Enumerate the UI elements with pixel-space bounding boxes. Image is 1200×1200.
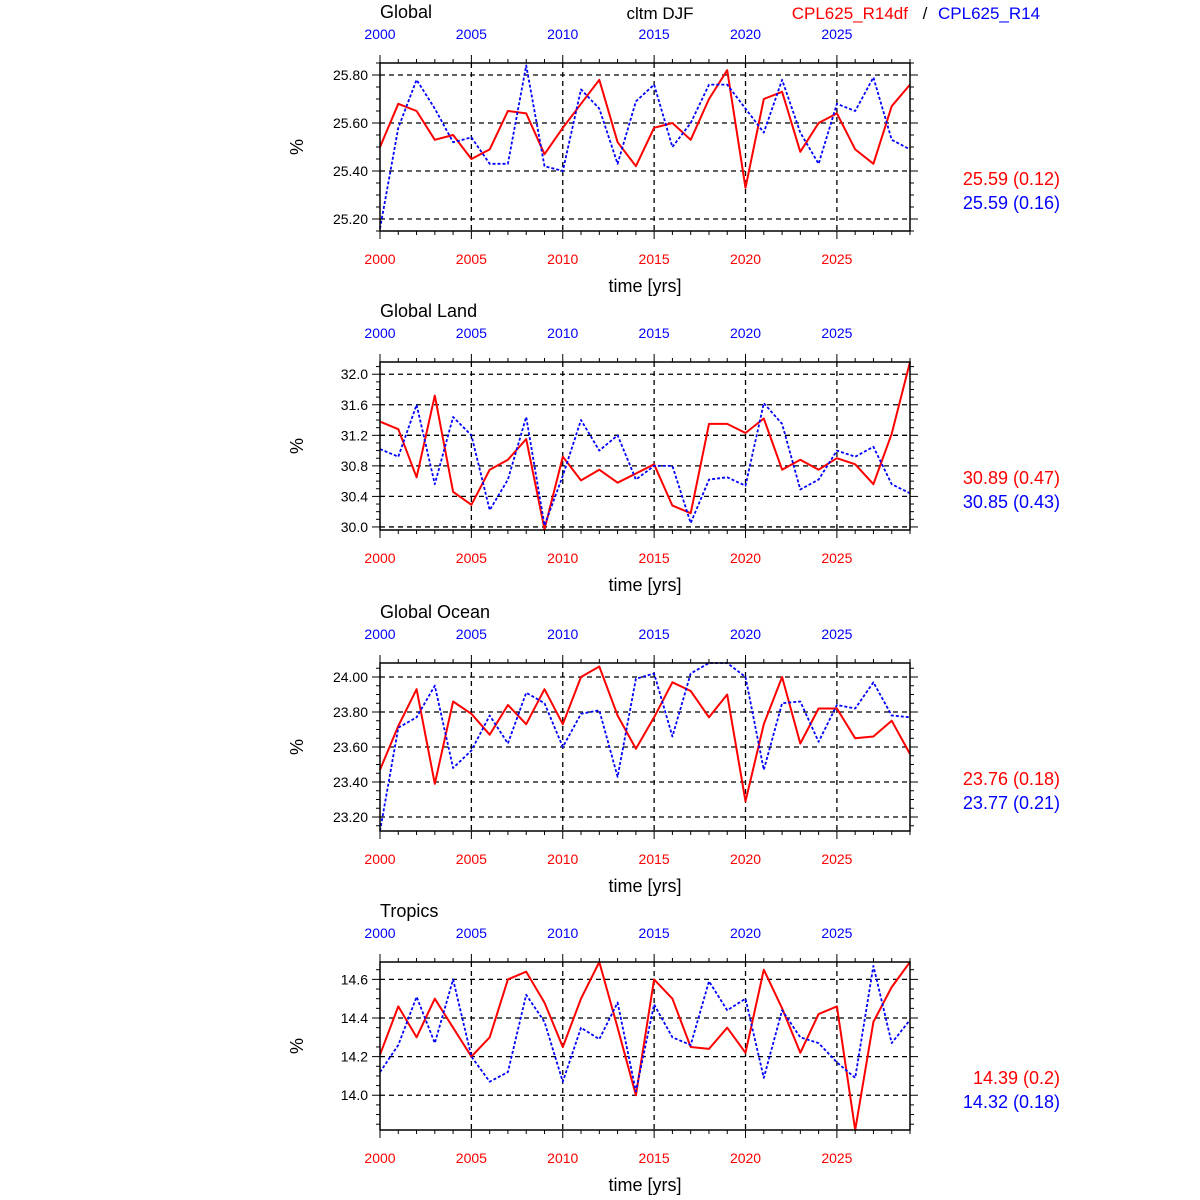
stats-label-red: 25.59 (0.12) bbox=[962, 169, 1060, 189]
y-tick-label: 32.0 bbox=[340, 366, 368, 383]
x-tick-label-bottom: 2010 bbox=[547, 550, 579, 566]
y-tick-label: 14.6 bbox=[340, 971, 368, 988]
x-tick-label-bottom: 2015 bbox=[638, 251, 670, 267]
plot-frame bbox=[380, 362, 910, 530]
stats-label-red: 14.39 (0.2) bbox=[972, 1068, 1060, 1088]
series-line-blue bbox=[380, 966, 910, 1092]
series-line-red bbox=[380, 667, 910, 802]
x-tick-label-top: 2000 bbox=[364, 925, 396, 941]
y-tick-label: 25.60 bbox=[332, 115, 368, 131]
stats-label-blue: 30.85 (0.43) bbox=[962, 492, 1060, 512]
y-tick-label: 23.80 bbox=[332, 704, 368, 720]
stats-label-blue: 23.77 (0.21) bbox=[962, 793, 1060, 813]
x-tick-label-bottom: 2000 bbox=[364, 851, 396, 867]
x-tick-label-bottom: 2000 bbox=[364, 1150, 396, 1166]
y-tick-label: 23.20 bbox=[332, 809, 368, 825]
y-tick-label: 31.6 bbox=[340, 396, 368, 413]
x-tick-label-top: 2005 bbox=[455, 26, 487, 42]
x-tick-label-top: 2010 bbox=[547, 325, 579, 341]
figure-title: cltm DJF bbox=[626, 4, 694, 23]
y-tick-label: 31.2 bbox=[340, 427, 368, 444]
stats-label-blue: 14.32 (0.18) bbox=[962, 1092, 1060, 1112]
y-axis-label: % bbox=[287, 138, 307, 156]
x-tick-label-top: 2020 bbox=[729, 925, 762, 941]
y-tick-label: 14.4 bbox=[340, 1010, 368, 1026]
panels-container bbox=[287, 2, 1060, 1195]
x-tick-label-bottom: 2010 bbox=[547, 251, 579, 267]
y-axis-label: % bbox=[287, 437, 307, 455]
x-tick-label-bottom: 2025 bbox=[821, 1150, 853, 1166]
x-tick-label-top: 2005 bbox=[455, 626, 487, 642]
stats-label-blue: 25.59 (0.16) bbox=[962, 193, 1060, 213]
x-axis-label: time [yrs] bbox=[608, 876, 682, 896]
x-tick-label-bottom: 2025 bbox=[821, 251, 853, 267]
y-tick-label: 25.80 bbox=[332, 67, 368, 83]
y-axis-label: % bbox=[287, 738, 307, 756]
x-tick-label-top: 2025 bbox=[821, 626, 853, 642]
legend-red-label: CPL625_R14df bbox=[791, 4, 908, 23]
x-axis-label: time [yrs] bbox=[608, 1175, 682, 1195]
stats-label-red: 30.89 (0.47) bbox=[962, 468, 1060, 488]
x-tick-label-top: 2020 bbox=[729, 325, 762, 341]
x-axis-label: time [yrs] bbox=[608, 575, 682, 595]
series-line-red bbox=[380, 70, 910, 188]
x-tick-label-bottom: 2020 bbox=[729, 550, 762, 566]
y-tick-label: 23.40 bbox=[332, 774, 368, 790]
y-tick-label: 14.0 bbox=[340, 1087, 368, 1104]
y-tick-label: 30.4 bbox=[340, 488, 368, 505]
x-tick-label-top: 2010 bbox=[547, 26, 579, 42]
series-line-red bbox=[380, 362, 910, 529]
x-tick-label-top: 2015 bbox=[638, 26, 670, 42]
x-tick-label-bottom: 2025 bbox=[821, 851, 853, 867]
x-tick-label-bottom: 2015 bbox=[638, 550, 670, 566]
x-tick-label-top: 2020 bbox=[729, 26, 762, 42]
panel-title: Global Ocean bbox=[380, 602, 491, 622]
x-tick-label-top: 2000 bbox=[364, 26, 396, 42]
y-tick-label: 24.00 bbox=[332, 669, 368, 685]
x-tick-label-bottom: 2000 bbox=[364, 550, 396, 566]
series-line-blue bbox=[380, 403, 910, 525]
x-tick-label-top: 2005 bbox=[455, 325, 487, 341]
panel-title: Global Land bbox=[380, 301, 478, 321]
y-tick-label: 30.0 bbox=[340, 518, 368, 535]
chart-panel bbox=[287, 602, 1060, 896]
x-tick-label-top: 2005 bbox=[455, 925, 487, 941]
x-tick-label-bottom: 2020 bbox=[729, 1150, 762, 1166]
y-axis-label: % bbox=[287, 1037, 307, 1055]
x-tick-label-bottom: 2010 bbox=[547, 851, 579, 867]
x-tick-label-bottom: 2005 bbox=[455, 1150, 487, 1166]
y-tick-label: 25.20 bbox=[332, 211, 368, 227]
x-tick-label-bottom: 2005 bbox=[455, 550, 487, 566]
y-tick-label: 30.8 bbox=[340, 457, 368, 474]
x-tick-label-bottom: 2025 bbox=[821, 550, 853, 566]
y-tick-label: 14.2 bbox=[340, 1048, 368, 1065]
x-tick-label-top: 2025 bbox=[821, 325, 853, 341]
x-tick-label-bottom: 2005 bbox=[455, 851, 487, 867]
x-tick-label-bottom: 2020 bbox=[729, 251, 762, 267]
x-tick-label-top: 2010 bbox=[547, 925, 579, 941]
x-tick-label-bottom: 2000 bbox=[364, 251, 396, 267]
x-tick-label-bottom: 2010 bbox=[547, 1150, 579, 1166]
x-tick-label-bottom: 2015 bbox=[638, 1150, 670, 1166]
x-tick-label-top: 2000 bbox=[364, 626, 396, 642]
x-tick-label-bottom: 2020 bbox=[729, 851, 762, 867]
x-tick-label-top: 2000 bbox=[364, 325, 396, 341]
stats-label-red: 23.76 (0.18) bbox=[962, 769, 1060, 789]
x-tick-label-top: 2015 bbox=[638, 325, 670, 341]
x-tick-label-top: 2015 bbox=[638, 925, 670, 941]
x-tick-label-top: 2010 bbox=[547, 626, 579, 642]
panel-title: Tropics bbox=[380, 901, 439, 921]
legend-blue-label: CPL625_R14 bbox=[938, 4, 1041, 23]
x-tick-label-top: 2015 bbox=[638, 626, 670, 642]
x-tick-label-bottom: 2005 bbox=[455, 251, 487, 267]
chart-panel bbox=[287, 901, 1060, 1195]
x-tick-label-top: 2025 bbox=[821, 26, 853, 42]
x-axis-label: time [yrs] bbox=[608, 276, 682, 296]
x-tick-label-top: 2020 bbox=[729, 626, 762, 642]
y-tick-label: 25.40 bbox=[332, 163, 368, 179]
chart-panel bbox=[287, 301, 1060, 595]
panel-title: Global bbox=[380, 2, 433, 22]
x-tick-label-top: 2025 bbox=[821, 925, 853, 941]
legend-separator: / bbox=[922, 4, 928, 23]
chart-panel bbox=[287, 2, 1060, 296]
x-tick-label-bottom: 2015 bbox=[638, 851, 670, 867]
y-tick-label: 23.60 bbox=[332, 739, 368, 755]
